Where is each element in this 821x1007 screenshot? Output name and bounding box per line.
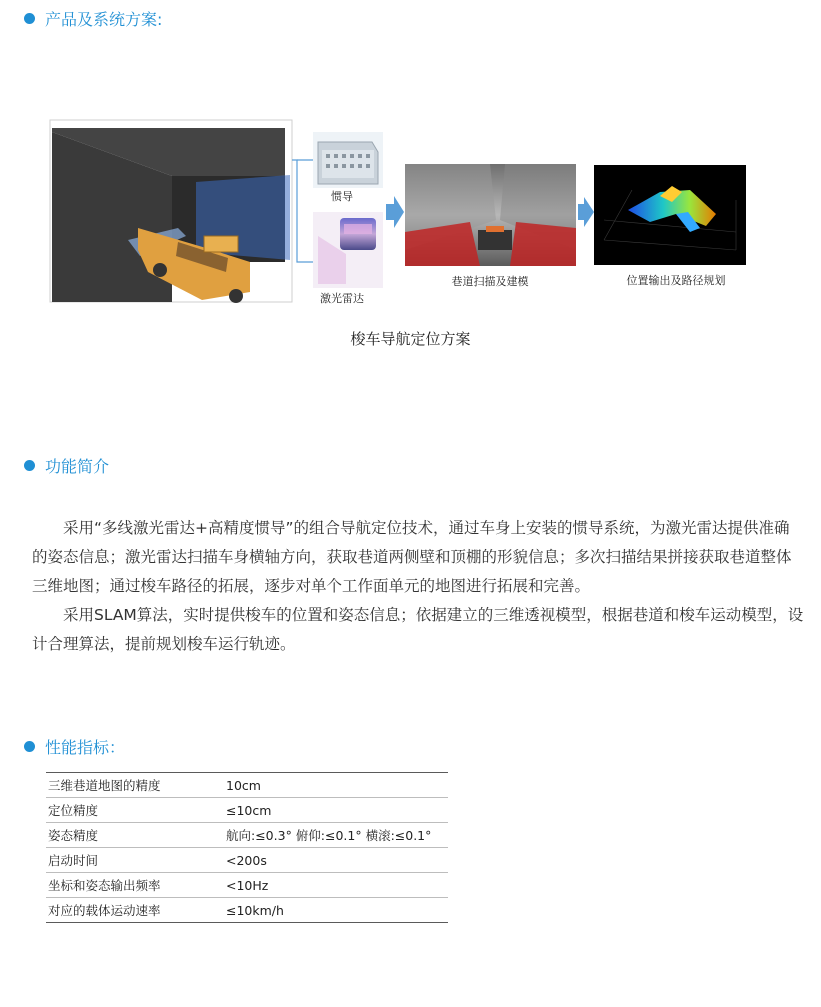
lidar-label: 激光雷达: [320, 292, 364, 305]
tunnel-scan-image: [405, 164, 576, 266]
spec-value: 航向:≤0.3° 俯仰:≤0.1° 横滚:≤0.1°: [224, 823, 448, 848]
intro-paragraph: 采用“多线激光雷达+高精度惯导”的组合导航定位技术，通过车身上安装的惯导系统，为激光雷达提供准确的姿态信息；激光雷达扫描车身横轴方向，获取巷道两侧壁和顶棚的形貌信息；多次扫描结果拼接获取巷道整体三维地图；通过梭车路径的拓展，逐步对单个工作面单元的地图进行拓展和完善。: [32, 519, 792, 595]
section-title: 性能指标：: [45, 738, 126, 757]
3d-map-image: [594, 165, 746, 265]
table-row: [46, 823, 448, 848]
spec-name: 坐标和姿态输出频率: [46, 873, 224, 898]
spec-name: 对应的载体运动速率: [46, 898, 224, 923]
performance-spec-table: [46, 772, 448, 923]
plan-label: 位置输出及路径规划: [626, 274, 726, 287]
spec-value: <10Hz: [224, 873, 448, 898]
table-row: [46, 773, 448, 798]
table-row: [46, 848, 448, 873]
intro-paragraph: 采用SLAM算法，实时提供梭车的位置和姿态信息；依据建立的三维透视模型，根据巷道和梭车运动模型，设计合理算法，提前规划梭车运行轨迹。: [32, 606, 804, 653]
spec-name: 启动时间: [46, 848, 224, 873]
function-intro: [32, 514, 804, 659]
spec-value: ≤10km/h: [224, 898, 448, 923]
section-heading-product: [24, 7, 162, 30]
bullet-dot-icon: [24, 460, 35, 471]
section-heading-function: [24, 454, 109, 477]
flow-arrow-icon: [578, 197, 594, 227]
bullet-dot-icon: [24, 741, 35, 752]
spec-value: 10cm: [224, 773, 448, 798]
section-heading-performance: [24, 735, 125, 758]
flow-arrow-icon: [386, 196, 404, 228]
spec-name: 三维巷道地图的精度: [46, 773, 224, 798]
spec-name: 姿态精度: [46, 823, 224, 848]
section-title: 功能简介: [45, 457, 110, 476]
table-row: [46, 898, 448, 923]
table-row: [46, 798, 448, 823]
bullet-dot-icon: [24, 13, 35, 24]
lidar-image: [313, 212, 383, 288]
tunnel-scene-image: [50, 120, 292, 303]
section-title: 产品及系统方案:: [45, 10, 163, 29]
imu-image: [313, 132, 383, 188]
diagram-caption: 梭车导航定位方案: [350, 330, 471, 348]
spec-value: <200s: [224, 848, 448, 873]
imu-label: 惯导: [331, 190, 353, 203]
spec-value: ≤10cm: [224, 798, 448, 823]
scan-label: 巷道扫描及建模: [451, 275, 529, 288]
spec-name: 定位精度: [46, 798, 224, 823]
table-row: [46, 873, 448, 898]
